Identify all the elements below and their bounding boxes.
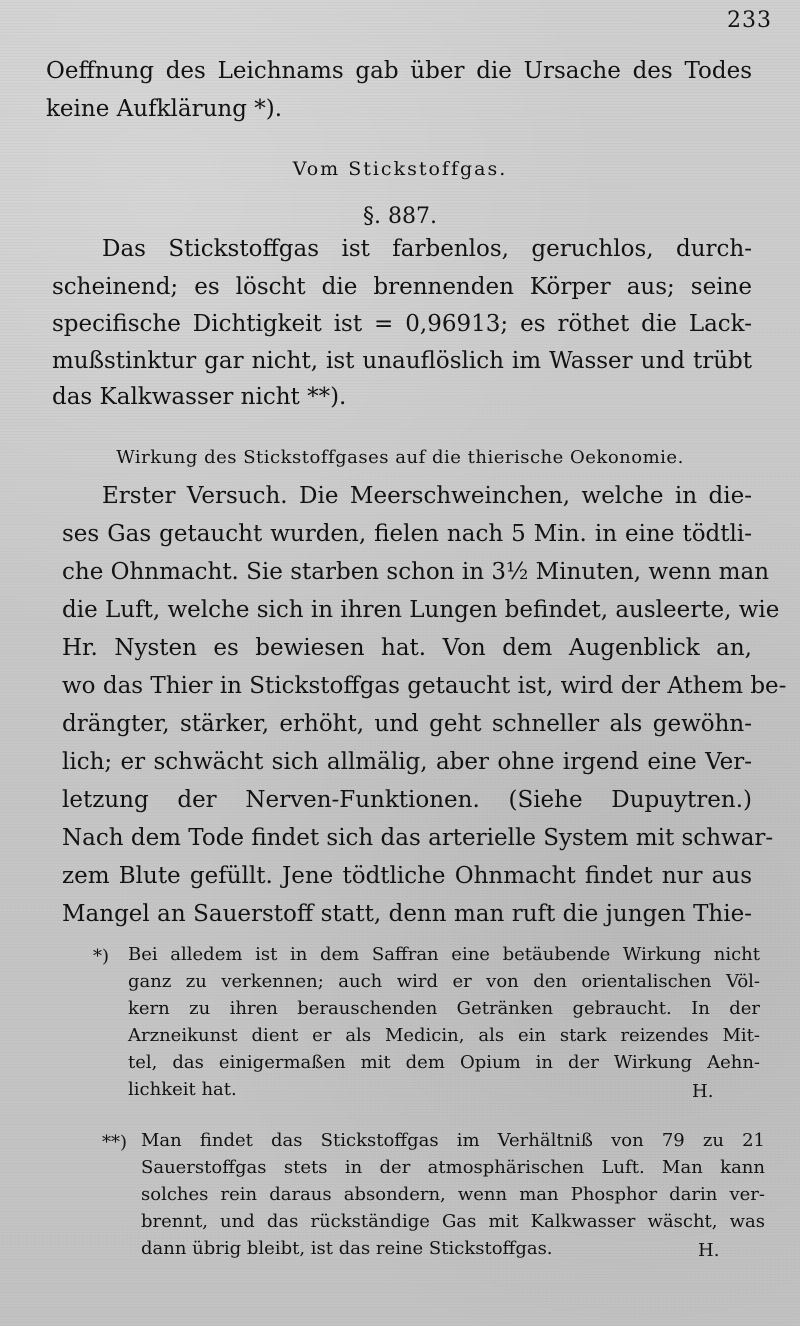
para2-line-4: die Luft, welche sich in ihren Lungen befindet, ausleerte, wie (62, 597, 780, 623)
footnote-1-line-1: Bei alledem ist in dem Saffran eine betäubende Wirkung nicht (128, 944, 760, 965)
para2-line-12: Mangel an Sauerstoff statt, denn man ruft die jungen Thie- (62, 901, 752, 927)
footnote-2-marker: **) (102, 1132, 128, 1153)
para2-line-9: letzung der Nerven-Funktionen. (Siehe Dupuytren.) (62, 787, 752, 813)
subheading: Wirkung des Stickstoffgases auf die thierische Oekonomie. (116, 447, 684, 468)
para1-line-2: scheinend; es löscht die brennenden Körper aus; seine (52, 274, 752, 300)
section-number: §. 887. (363, 204, 437, 229)
footnote-1-signature: H. (692, 1081, 714, 1102)
para1-line-4: mußstinktur gar nicht, ist unauflöslich im Wasser und trübt (52, 348, 752, 374)
footnote-2-line-2: Sauerstoffgas stets in der atmosphärischen Luft. Man kann (141, 1157, 765, 1178)
footnote-1-line-5: tel, das einigermaßen mit dem Opium in der Wirkung Aehn- (128, 1052, 760, 1073)
footnote-2-line-5: dann übrig bleibt, ist das reine Stickstoffgas. (141, 1238, 553, 1259)
footnote-1-marker: *) (93, 946, 110, 967)
para2-line-8: lich; er schwächt sich allmälig, aber ohne irgend eine Ver- (62, 749, 752, 775)
footnote-1-line-2: ganz zu verkennen; auch wird er von den orientalischen Völ- (128, 971, 760, 992)
para2-line-7: drängter, stärker, erhöht, und geht schneller als gewöhn- (62, 711, 752, 737)
footnote-1-line-4: Arzneikunst dient er als Medicin, als ein stark reizendes Mit- (128, 1025, 760, 1046)
para2-line-6: wo das Thier in Stickstoffgas getaucht ist, wird der Athem be- (62, 673, 787, 699)
para1-line-3: specifische Dichtigkeit ist = 0,96913; es röthet die Lack- (52, 311, 752, 337)
para2-line-3: che Ohnmacht. Sie starben schon in 3½ Minuten, wenn man (62, 559, 770, 585)
intro-line-1: Oeffnung des Leichnams gab über die Ursache des Todes (46, 58, 752, 84)
footnote-1-line-6: lichkeit hat. (128, 1079, 237, 1100)
section-title: Vom Stickstoffgas. (292, 158, 508, 180)
footnote-1-line-3: kern zu ihren berauschenden Getränken gebraucht. In der (128, 998, 760, 1019)
para1-line-1: Das Stickstoffgas ist farbenlos, geruchlos, durch- (102, 236, 752, 262)
para2-line-2: ses Gas getaucht wurden, fielen nach 5 Min. in eine tödtli- (62, 521, 752, 547)
footnote-2-line-1: Man findet das Stickstoffgas im Verhältniß von 79 zu 21 (141, 1130, 765, 1151)
intro-line-2: keine Aufklärung *). (46, 96, 283, 122)
footnote-2-signature: H. (698, 1240, 720, 1261)
para1-line-5: das Kalkwasser nicht **). (52, 384, 347, 410)
page-number: 233 (727, 8, 772, 33)
para2-line-11: zem Blute gefüllt. Jene tödtliche Ohnmacht findet nur aus (62, 863, 752, 889)
para2-line-1: Erster Versuch. Die Meerschweinchen, welche in die- (102, 483, 752, 509)
footnote-2-line-3: solches rein daraus absondern, wenn man Phosphor darin ver- (141, 1184, 765, 1205)
para2-line-5: Hr. Nysten es bewiesen hat. Von dem Augenblick an, (62, 635, 752, 661)
footnote-2-line-4: brennt, und das rückständige Gas mit Kalkwasser wäscht, was (141, 1211, 765, 1232)
para2-line-10: Nach dem Tode findet sich das arterielle System mit schwar- (62, 825, 774, 851)
